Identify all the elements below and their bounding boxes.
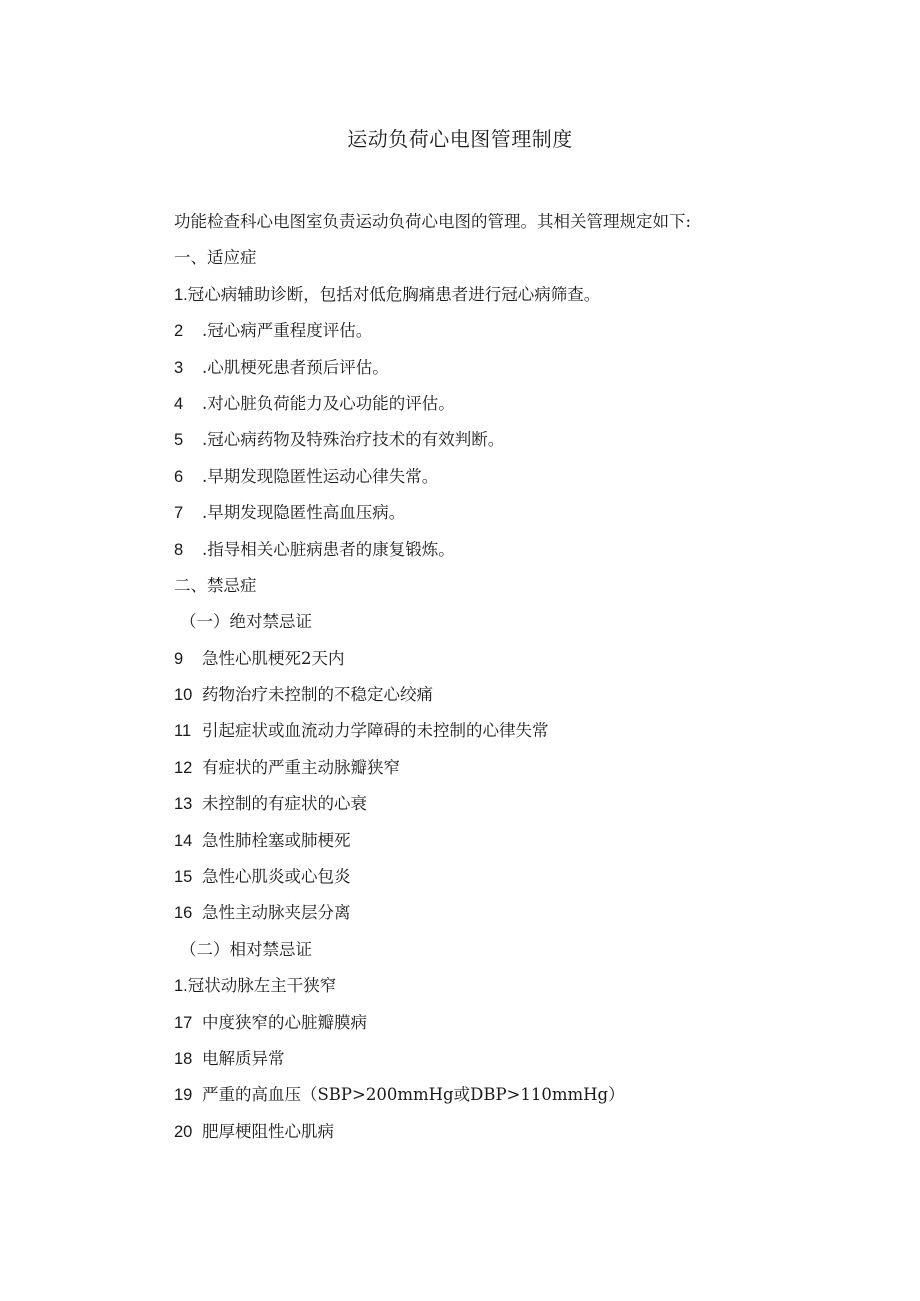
item-text: 未控制的有症状的心衰 [202, 794, 367, 814]
list-item [174, 641, 794, 677]
list-item [174, 1005, 794, 1041]
list-item [174, 786, 794, 822]
item-number: 18 [174, 1049, 193, 1068]
list-item [174, 277, 794, 313]
item-text: .冠心病严重程度评估。 [202, 321, 373, 341]
item-text: .早期发现隐匿性运动心律失常。 [202, 466, 439, 486]
item-number: 9 [174, 649, 184, 668]
item-text: 严重的高血压（SBP>200mmHg或DBP>110mmHg） [202, 1085, 625, 1105]
document-body [174, 204, 794, 1150]
item-number: 7 [174, 504, 184, 523]
item-text: 引起症状或血流动力学障碍的未控制的心律失常 [202, 721, 549, 741]
list-item [174, 713, 794, 749]
item-number: 20 [174, 1122, 193, 1141]
item-text: .冠心病药物及特殊治疗技术的有效判断。 [202, 430, 505, 450]
item-number: 1. [174, 977, 188, 996]
item-text: 药物治疗未控制的不稳定心绞痛 [202, 685, 433, 705]
item-text: 电解质异常 [202, 1048, 285, 1068]
item-number: 16 [174, 904, 193, 923]
list-item [174, 532, 794, 568]
item-text: 肥厚梗阻性心肌病 [202, 1121, 334, 1141]
list-item [174, 1041, 794, 1077]
list-item [174, 350, 794, 386]
intro-paragraph: 功能检查科心电图室负责运动负荷心电图的管理。其相关管理规定如下: [174, 212, 692, 231]
item-text: 冠状动脉左主干狭窄 [187, 976, 337, 996]
item-number: 8 [174, 540, 184, 559]
section-heading-contraindications: 二、禁忌症 [174, 575, 257, 595]
item-text: .指导相关心脏病患者的康复锻炼。 [202, 539, 455, 559]
list-item [174, 823, 794, 859]
item-text: 冠心病辅助诊断，包括对低危胸痛患者进行冠心病筛查。 [187, 284, 601, 304]
section-heading-indications: 一、适应症 [174, 248, 257, 268]
item-text: 急性肺栓塞或肺梗死 [202, 830, 351, 850]
document-title: 运动负荷心电图管理制度 [347, 127, 573, 151]
subsection-heading-relative: （二）相对禁忌证 [180, 939, 312, 959]
item-number: 17 [174, 1013, 193, 1032]
list-item [174, 495, 794, 531]
item-number: 6 [174, 467, 184, 486]
item-number: 11 [174, 722, 192, 741]
item-number: 15 [174, 868, 193, 887]
item-number: 13 [174, 795, 193, 814]
list-item [174, 750, 794, 786]
list-item [174, 459, 794, 495]
item-number: 19 [174, 1086, 193, 1105]
item-number: 10 [174, 686, 193, 705]
item-number: 5 [174, 431, 184, 450]
item-number: 1. [174, 285, 188, 304]
item-text: 急性心肌梗死2天内 [202, 648, 345, 668]
list-item [174, 968, 794, 1004]
list-item [174, 1077, 794, 1113]
item-number: 14 [174, 831, 193, 850]
item-text: .早期发现隐匿性高血压病。 [202, 503, 406, 523]
item-number: 2 [174, 322, 184, 341]
item-number: 3 [174, 358, 184, 377]
list-item [174, 895, 794, 931]
list-item [174, 422, 794, 458]
list-item [174, 386, 794, 422]
list-item [174, 313, 794, 349]
list-item [174, 859, 794, 895]
item-text: .心肌梗死患者预后评估。 [202, 357, 389, 377]
subsection-heading-absolute: （一）绝对禁忌证 [180, 612, 312, 632]
list-item [174, 1114, 794, 1150]
item-text: 急性主动脉夹层分离 [202, 903, 351, 923]
list-item [174, 677, 794, 713]
item-number: 4 [174, 394, 184, 413]
item-text: 中度狭窄的心脏瓣膜病 [202, 1012, 367, 1032]
item-text: 急性心肌炎或心包炎 [202, 867, 351, 887]
item-text: 有症状的严重主动脉瓣狭窄 [202, 757, 400, 777]
item-text: .对心脏负荷能力及心功能的评估。 [202, 393, 455, 413]
item-number: 12 [174, 758, 193, 777]
